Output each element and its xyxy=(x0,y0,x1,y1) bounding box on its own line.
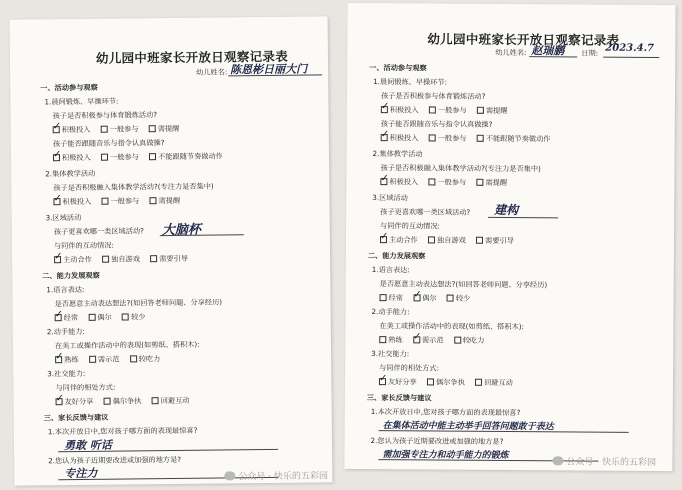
checkbox-checked[interactable] xyxy=(380,236,387,243)
sub-group-teaching: 2.集体教学活动 xyxy=(45,168,96,179)
observation-form-right xyxy=(344,3,675,471)
q-social: 与同伴的相处方式: xyxy=(55,382,116,393)
section-ability: 二、能力发展观察 xyxy=(42,270,100,281)
options-talk: 经常 ✓ 偶尔 较少 xyxy=(380,293,479,303)
q-area: 孩子更喜欢哪一类区域活动? xyxy=(53,226,144,237)
watermark: 公众号 · 快乐的五彩园 xyxy=(552,454,656,468)
q-hands: 在美工或操作活动中的表现(如剪纸、搭积木): xyxy=(379,321,525,332)
checkbox[interactable] xyxy=(477,107,484,114)
checkbox-checked[interactable] xyxy=(53,126,60,133)
checkbox[interactable] xyxy=(150,255,157,262)
section-feedback: 三、家长反馈与建议 xyxy=(43,412,109,423)
checkbox[interactable] xyxy=(102,198,109,205)
checkbox[interactable] xyxy=(428,236,435,243)
checkbox-checked[interactable] xyxy=(379,378,386,385)
sub-language: 1.语言表达: xyxy=(46,284,85,295)
child-name-label: 幼儿姓名: xyxy=(196,67,228,77)
date-underline xyxy=(603,57,659,58)
options-peer: ✓主动合作 独自游戏 需要引导 xyxy=(54,254,196,264)
options-group: ✓积极投入 一般参与 需提醒 xyxy=(53,196,188,206)
observation-form-left xyxy=(10,16,333,485)
q-talk: 是否愿意主动表达想法?(如回答老师问题、分享经历) xyxy=(379,279,548,290)
options-hands: ✓熟练 需示范 较吃力 xyxy=(55,354,168,364)
area-handwritten: 建构 xyxy=(494,202,519,218)
q-feedback-improve: 2.您认为孩子近期要改进或加强的地方是? xyxy=(370,436,504,446)
checkbox[interactable] xyxy=(150,197,157,204)
form-title: 幼儿园中班家长开放日观察记录表 xyxy=(95,48,289,66)
checkbox-checked[interactable] xyxy=(53,198,60,205)
q-group: 孩子是否积极融入集体教学活动?(专注力是否集中) xyxy=(53,181,214,193)
checkbox[interactable] xyxy=(454,337,461,344)
checkbox[interactable] xyxy=(101,126,108,133)
checkbox-checked[interactable] xyxy=(54,256,61,263)
q-feedback-improve: 2.您认为孩子近期要改进或加强的地方是? xyxy=(48,454,182,466)
sub-morning-exercise: 1.晨间锻炼、早操环节: xyxy=(373,77,448,87)
section-activity: 一、活动参与观察 xyxy=(369,63,427,73)
q-hands: 在美工或操作活动中的表现(如剪纸、搭积木): xyxy=(54,339,200,351)
options-talk: ✓经常 偶尔 较少 xyxy=(55,312,154,322)
sub-language: 1.语言表达: xyxy=(371,265,410,275)
q-peer: 与同伴的互动情况: xyxy=(380,221,441,231)
q-peer: 与同伴的互动情况: xyxy=(53,240,114,251)
checkbox[interactable] xyxy=(477,135,484,142)
feedback-improve-handwritten: 专注力 xyxy=(64,466,98,481)
options-sport: ✓积极投入 一般参与 需提醒 xyxy=(381,105,516,115)
checkbox[interactable] xyxy=(152,397,159,404)
sub-area-activity: 3.区域活动 xyxy=(45,212,82,223)
checkbox[interactable] xyxy=(149,125,156,132)
q-feedback-surprise: 1.本次开放日中,您对孩子哪方面的表现最惊喜? xyxy=(370,407,521,418)
date-handwritten: 2023.4.7 xyxy=(605,42,655,55)
checkbox-checked[interactable] xyxy=(413,294,420,301)
sub-hands: 2.动手能力: xyxy=(371,307,410,317)
sub-group-teaching: 2.集体教学活动 xyxy=(372,149,423,159)
checkbox[interactable] xyxy=(89,356,96,363)
area-handwritten: 大脑杯 xyxy=(161,222,201,239)
date-label: 日期: xyxy=(581,48,599,58)
checkbox[interactable] xyxy=(476,179,483,186)
checkbox[interactable] xyxy=(428,178,435,185)
child-name-handwritten: 陈恩彬日丽大门 xyxy=(230,62,308,77)
feedback-improve-handwritten: 需加强专注力和动手能力的锻炼 xyxy=(382,450,509,461)
checkbox[interactable] xyxy=(476,237,483,244)
q-sport: 孩子是否积极参与体育锻炼活动? xyxy=(380,91,486,101)
q-social: 与同伴的相处方式: xyxy=(379,363,440,373)
checkbox[interactable] xyxy=(88,314,95,321)
checkbox[interactable] xyxy=(429,134,436,141)
checkbox[interactable] xyxy=(104,398,111,405)
q-talk: 是否愿意主动表达想法?(如回答老师问题、分享经历) xyxy=(54,297,223,309)
checkbox[interactable] xyxy=(475,379,482,386)
checkbox[interactable] xyxy=(380,294,387,301)
section-ability: 二、能力发展观察 xyxy=(367,251,426,261)
area-underline xyxy=(160,234,244,236)
wechat-icon xyxy=(224,471,235,480)
options-peer: ✓主动合作 独自游戏 需要引导 xyxy=(380,235,522,245)
checkbox-checked[interactable] xyxy=(55,356,62,363)
checkbox[interactable] xyxy=(130,355,137,362)
area-underline xyxy=(488,217,558,218)
checkbox[interactable] xyxy=(101,154,108,161)
sub-morning-exercise: 1.晨间锻炼、早操环节: xyxy=(44,96,119,107)
checkbox[interactable] xyxy=(122,313,129,320)
checkbox[interactable] xyxy=(102,256,109,263)
child-name-label: 幼儿姓名: xyxy=(495,47,527,58)
q-sport: 孩子是否积极参与体育锻炼活动? xyxy=(52,110,158,121)
sub-area-activity: 3.区域活动 xyxy=(372,193,408,203)
section-activity: 一、活动参与观察 xyxy=(40,82,98,93)
sub-hands: 2.动手能力: xyxy=(46,326,85,337)
q-area: 孩子更喜欢哪一类区域活动? xyxy=(380,207,471,217)
checkbox-checked[interactable] xyxy=(413,336,420,343)
options-music: ✓积极投入 一般参与 不能跟随节奏做动作 xyxy=(381,133,559,143)
options-sport: ✓积极投入 一般参与 需提醒 xyxy=(53,124,188,134)
checkbox[interactable] xyxy=(447,295,454,302)
options-hands: 熟练 ✓ 需示范 较吃力 xyxy=(379,335,492,345)
checkbox-checked[interactable] xyxy=(56,398,63,405)
sub-social: 3.社交能力: xyxy=(371,349,410,359)
checkbox-checked[interactable] xyxy=(381,134,388,141)
section-feedback: 三、家长反馈与建议 xyxy=(366,393,432,403)
checkbox[interactable] xyxy=(379,336,386,343)
checkbox-checked[interactable] xyxy=(53,154,60,161)
watermark: 公众号 · 快乐的五彩园 xyxy=(224,468,328,482)
checkbox[interactable] xyxy=(427,378,434,385)
checkbox[interactable] xyxy=(429,106,436,113)
form-title: 幼儿园中班家长开放日观察记录表 xyxy=(427,31,620,48)
options-group: ✓积极投入 一般参与 需提醒 xyxy=(380,177,515,187)
feedback-surprise-handwritten: 在集体活动中能主动举手回答问题敢于表达 xyxy=(382,421,554,433)
q-music: 孩子能否跟随音乐与指令认真做操? xyxy=(380,119,493,129)
checkbox-checked[interactable] xyxy=(380,178,387,185)
checkbox-checked[interactable] xyxy=(381,106,388,113)
child-name-handwritten: 赵瑞鹏 xyxy=(531,44,565,58)
options-social: ✓友好分享 偶尔争执 回避互动 xyxy=(56,396,198,406)
feedback-surprise-handwritten: 勇敢 听话 xyxy=(63,438,112,453)
options-social: ✓友好分享 偶尔争执 回避互动 xyxy=(379,377,521,387)
options-music: ✓积极投入 一般参与 不能跟随节奏做动作 xyxy=(53,151,231,162)
sub-social: 3.社交能力: xyxy=(47,368,86,379)
q-group: 孩子是否积极融入集体教学活动?(专注力是否集中) xyxy=(380,163,541,174)
checkbox[interactable] xyxy=(149,153,156,160)
q-music: 孩子能否跟随音乐与指令认真做操? xyxy=(52,138,165,149)
checkbox-checked[interactable] xyxy=(55,314,62,321)
q-feedback-surprise: 1.本次开放日中,您对孩子哪方面的表现最惊喜? xyxy=(47,425,198,437)
feedback-surprise-underline xyxy=(379,430,629,433)
wechat-icon xyxy=(552,456,563,465)
